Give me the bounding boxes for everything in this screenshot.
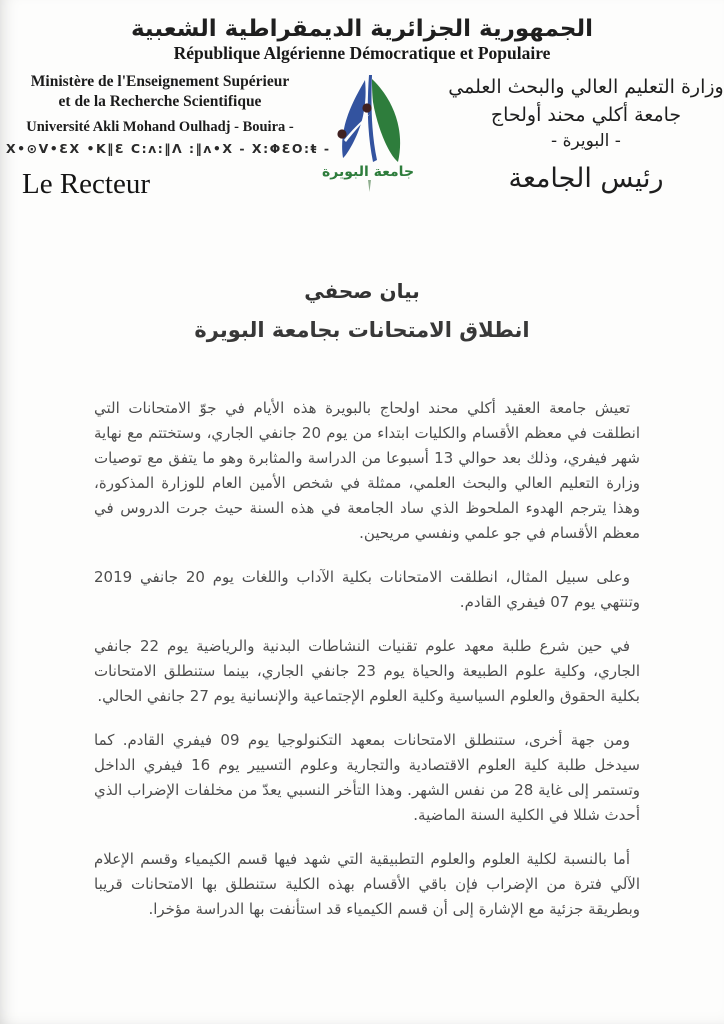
- letterhead-left-block: [0, 72, 331, 201]
- letterhead-logo-block: [314, 72, 422, 192]
- body-paragraph-5: أما بالنسبة لكلية العلوم والعلوم التطبيقية التي شهد فيها قسم الكيمياء وقسم الإعلام الآلي فترة من الإضراب فإن باقي الأقسام بهذه الكلية ستنطلق بها الامتحانات قريبا وبطريقة جزئية مع الإشارة إلى أن قسم الكيمياء قد استأنفت بها الدراسة مؤخرا.: [94, 850, 640, 919]
- republic-title-french: République Algérienne Démocratique et Populaire: [173, 43, 551, 63]
- body-paragraph-4: ومن جهة أخرى، ستنطلق الامتحانات بمعهد التكنولوجيا يوم 09 فيفري القادم. كما سيدخل طلبة كلية العلوم الاقتصادية والتجارية وعلوم التسيير يوم 16 فيفري الداخل وتستمر إلى غاية 28 من نفس الشهر. وهذا التأخر النسبي يعدّ من مخلفات الإضراب الذي أحدث شللا في الكلية السنة الماضية.: [94, 731, 640, 825]
- city-name-ar: - البويرة -: [551, 131, 621, 152]
- logo-left-sail: [342, 80, 365, 158]
- logo-dot-top: [362, 103, 371, 112]
- university-name-ar: جامعة أكلي محند أولحاج: [490, 103, 682, 126]
- university-name-fr: Université Akli Mohand Oulhadj - Bouira -: [26, 119, 294, 136]
- logo-caption-text: جامعة البويرة: [322, 164, 414, 180]
- press-release-kicker: بيان صحفي: [304, 279, 420, 304]
- rector-label-ar: رئيس الجامعة: [508, 162, 664, 194]
- ministry-name-ar: وزارة التعليم العالي والبحث العلمي: [448, 76, 724, 98]
- logo-right-sail: [372, 79, 400, 162]
- university-name-tifinagh: X•⊙V•ƐX •K‖Ɛ C:ʌ:‖Λ :‖ʌ•X - X:ΦƐO:ŧ -: [6, 141, 331, 157]
- ministry-line2-fr: et de la Recherche Scientifique: [58, 93, 262, 111]
- ministry-line1-fr: Ministère de l'Enseignement Supérieur: [30, 73, 290, 90]
- body-paragraph-1: تعيش جامعة العقيد أكلي محند اولحاج بالبويرة هذه الأيام في جوّ الامتحانات التي انطلقت في معظم الأقسام والكليات ابتداء من يوم 20 جانفي الجاري، وستختتم مع نهاية شهر فيفري، وذلك بعد حوالي 13 أسبوعا من الدراسة والمثابرة وهو ما يتفق مع توصيات وزارة التعليم العالي والبحث العلمي، ممثلة في شخص الأمين العام للوزارة المذكورة، وهذا يترجم الهدوء الملحوظ الذي ساد الجامعة في هذه السنة حيث جرت الدروس في معظم الأقسام في جو علمي ونفسي مريحين.: [94, 399, 641, 543]
- logo-dot-left: [337, 129, 346, 138]
- republic-title-arabic: الجمهورية الجزائرية الديمقراطية الشعبية: [130, 16, 594, 42]
- body-paragraph-2: وعلى سبيل المثال، انطلقت الامتحانات بكلية الآداب واللغات يوم 20 جانفي 2019 وتنتهي يوم 07 فيفري القادم.: [94, 568, 640, 612]
- rector-label-fr: Le Recteur: [22, 168, 151, 201]
- letterhead-right-block: [422, 72, 724, 194]
- press-release-title: انطلاق الامتحانات بجامعة البويرة: [194, 318, 530, 343]
- press-release-body: [94, 396, 640, 922]
- letterhead: [0, 72, 724, 201]
- logo-needle: [368, 180, 371, 192]
- university-logo: [322, 74, 414, 192]
- body-paragraph-3: في حين شرع طلبة معهد علوم تقنيات النشاطات البدنية والرياضية يوم 22 جانفي الجاري، وكلية علوم الطبيعة والحياة يوم 23 جانفي الجاري، بينما ستنطلق الامتحانات بكلية الحقوق والعلوم السياسية وكلية العلوم الإجتماعية والإنسانية يوم 27 جانفي الحالي.: [94, 637, 640, 706]
